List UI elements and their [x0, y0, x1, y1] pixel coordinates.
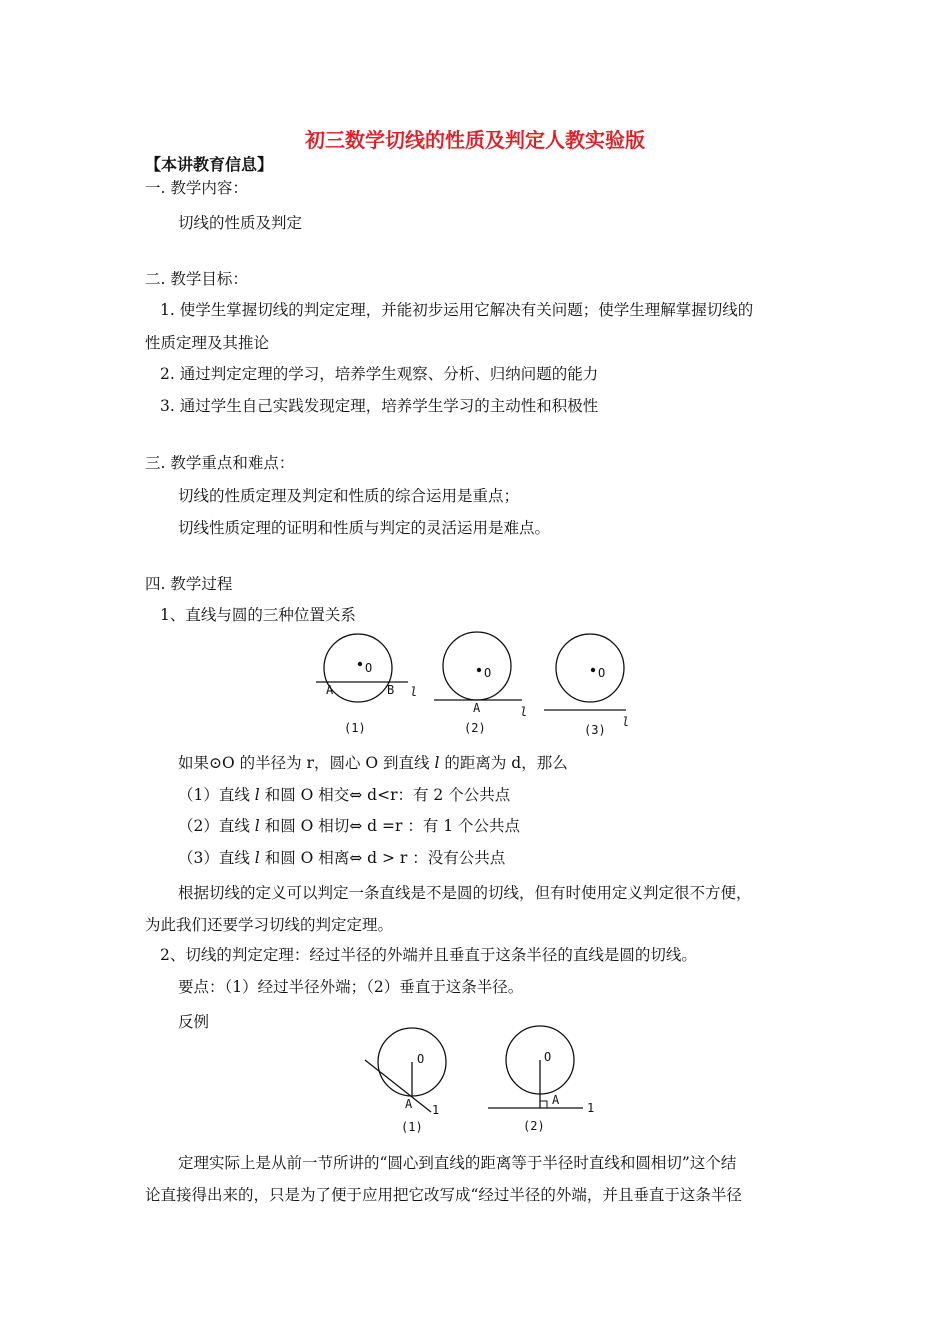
key-requirements: 要点：（1）经过半径外端；（2）垂直于这条半径。	[178, 978, 524, 996]
label-o: O	[365, 661, 373, 675]
section-header: 【本讲教育信息】	[145, 155, 274, 174]
label-1: 1	[587, 1101, 595, 1115]
label-l: l	[622, 715, 630, 729]
label-o: O	[544, 1050, 552, 1064]
heading-key-points: 三. 教学重点和难点：	[145, 454, 295, 472]
counterexample-label: 反例	[178, 1013, 210, 1031]
figure-tangent	[434, 632, 527, 735]
label-a: A	[552, 1093, 560, 1107]
paragraph-1-line-2: 为此我们还要学习切线的判定定理。	[145, 916, 394, 934]
counterexample-2	[488, 1026, 594, 1133]
label-l: l	[410, 685, 418, 699]
condition-text: 如果⊙O 的半径为 r，圆心 O 到直线 l 的距离为 d，那么	[178, 754, 568, 772]
case-2: （2）直线 l 和圆 O 相切⇔ d =r ：有 1 个公共点	[178, 817, 521, 835]
caption-3: (3)	[584, 723, 606, 737]
figure-secant	[316, 634, 417, 735]
paragraph-1-line-1: 根据切线的定义可以判定一条直线是不是圆的切线，但有时使用定义判定很不方便，	[178, 884, 752, 902]
label-o: O	[484, 666, 492, 680]
caption-1: (1)	[344, 721, 366, 735]
heading-process: 四. 教学过程	[145, 575, 233, 593]
figure-separate	[544, 634, 629, 737]
key-point-1: 切线的性质定理及判定和性质的综合运用是重点；	[178, 487, 520, 505]
goal-1-line-2: 性质定理及其推论	[145, 334, 270, 352]
goal-3: 3. 通过学生自己实践发现定理，培养学生学习的主动性和积极性	[160, 397, 599, 415]
label-a: A	[473, 701, 481, 715]
label-o: O	[417, 1052, 425, 1066]
caption-2: (2)	[523, 1119, 545, 1133]
heading-goals: 二. 教学目标：	[145, 270, 248, 288]
line-circle-relations-figure	[310, 628, 650, 743]
label-l: l	[520, 705, 528, 719]
paragraph-2-line-2: 论直接得出来的，只是为了便于应用把它改写成“经过半径的外端，并且垂直于这条半径	[145, 1186, 742, 1204]
case-3: （3）直线 l 和圆 O 相离⇔ d > r ：没有公共点	[178, 849, 506, 867]
heading-content: 一. 教学内容：	[145, 179, 248, 197]
case-1: （1）直线 l 和圆 O 相交⇔ d<r：有 2 个公共点	[178, 786, 511, 804]
label-a: A	[405, 1097, 413, 1111]
key-point-2: 切线性质定理的证明和性质与判定的灵活运用是难点。	[178, 519, 551, 537]
label-o: O	[598, 666, 606, 680]
paragraph-2-line-1: 定理实际上是从前一节所讲的“圆心到直线的距离等于半径时直线和圆相切”这个结	[178, 1154, 737, 1172]
counterexample-figure	[355, 1020, 605, 1140]
caption-2: (2)	[464, 721, 486, 735]
goal-2: 2. 通过判定定理的学习，培养学生观察、分析、归纳问题的能力	[160, 365, 599, 383]
label-1: 1	[432, 1103, 440, 1117]
process-step-1-heading: 1、直线与圆的三种位置关系	[160, 606, 356, 624]
tangent-theorem: 2、切线的判定定理：经过半径的外端并且垂直于这条半径的直线是圆的切线。	[160, 946, 697, 964]
label-b: B	[387, 683, 395, 697]
caption-1: (1)	[401, 1120, 423, 1134]
goal-1-line-1: 1. 使学生掌握切线的判定定理，并能初步运用它解决有关问题；使学生理解掌握切线的	[160, 301, 754, 319]
label-a: A	[326, 683, 334, 697]
content-text: 切线的性质及判定	[178, 214, 303, 232]
counterexample-1	[365, 1028, 446, 1134]
document-title: 初三数学切线的性质及判定人教实验版	[305, 128, 645, 152]
